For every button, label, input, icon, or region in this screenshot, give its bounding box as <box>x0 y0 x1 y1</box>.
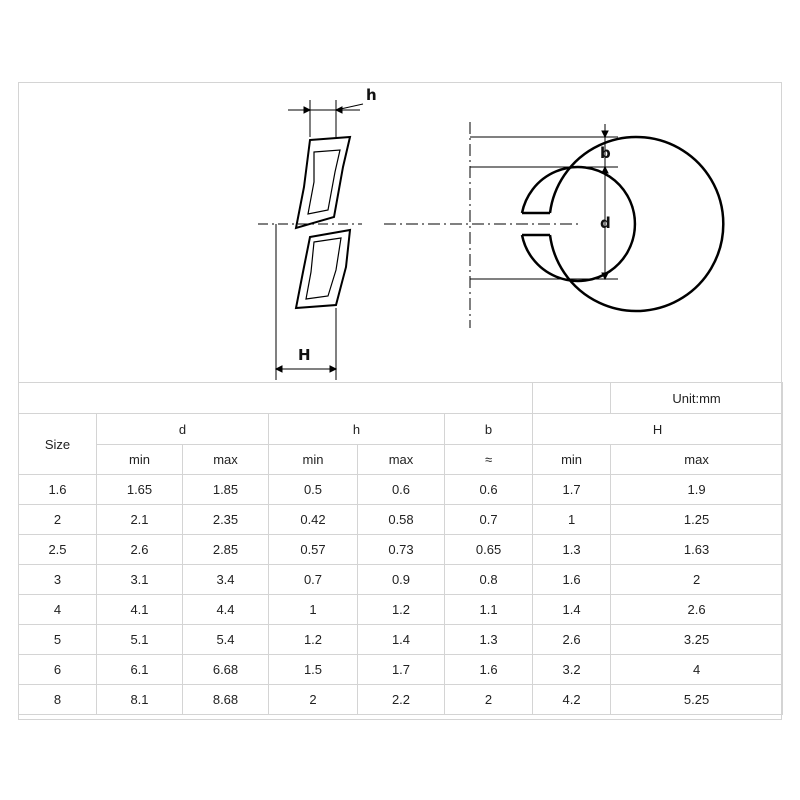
table-cell: 1.7 <box>358 655 445 685</box>
table-cell: 3 <box>19 565 97 595</box>
table-cell: 2.2 <box>358 685 445 715</box>
sub-header-d-min: min <box>97 445 183 475</box>
header-row-subs <box>19 445 783 475</box>
table-cell: 1.4 <box>358 625 445 655</box>
sub-header-b-approx: ≈ <box>445 445 533 475</box>
table-cell: 0.73 <box>358 535 445 565</box>
table-row <box>19 505 783 535</box>
sub-header-h-min: min <box>269 445 358 475</box>
table-cell: 2.5 <box>19 535 97 565</box>
table-cell: 1.3 <box>445 625 533 655</box>
table-cell: 2.85 <box>183 535 269 565</box>
table-cell: 5.25 <box>611 685 783 715</box>
table-cell: 1.1 <box>445 595 533 625</box>
table-row <box>19 475 783 505</box>
table-cell: 6 <box>19 655 97 685</box>
table-cell: 0.9 <box>358 565 445 595</box>
table-cell: 0.7 <box>445 505 533 535</box>
table-cell: 1.5 <box>269 655 358 685</box>
sub-header-H-min: min <box>533 445 611 475</box>
table-cell: 1.3 <box>533 535 611 565</box>
table-cell: 3.4 <box>183 565 269 595</box>
table-cell: 2 <box>19 505 97 535</box>
table-cell: 8.68 <box>183 685 269 715</box>
table-cell: 3.1 <box>97 565 183 595</box>
table-cell: 3.2 <box>533 655 611 685</box>
table-cell: 1 <box>533 505 611 535</box>
table-cell: 1.65 <box>97 475 183 505</box>
table-cell: 2.6 <box>533 625 611 655</box>
table-cell: 8.1 <box>97 685 183 715</box>
table-cell: 0.8 <box>445 565 533 595</box>
table-cell: 4.2 <box>533 685 611 715</box>
table-cell: 0.65 <box>445 535 533 565</box>
table-cell: 0.42 <box>269 505 358 535</box>
table-cell: 4.1 <box>97 595 183 625</box>
table-cell: 5 <box>19 625 97 655</box>
table-cell: 1.9 <box>611 475 783 505</box>
unit-row <box>19 383 783 414</box>
table-cell: 2.6 <box>611 595 783 625</box>
table-cell: 1.85 <box>183 475 269 505</box>
table-cell: 2 <box>611 565 783 595</box>
side-view-lower-inner <box>306 238 341 299</box>
group-header-d: d <box>97 414 269 445</box>
table-cell: 0.57 <box>269 535 358 565</box>
table-row <box>19 655 783 685</box>
dimension-label-H: H <box>298 346 311 364</box>
table-cell: 4.4 <box>183 595 269 625</box>
table-cell: 3.25 <box>611 625 783 655</box>
table-cell: 0.5 <box>269 475 358 505</box>
unit-row-spacer <box>19 383 533 414</box>
table-cell: 1.7 <box>533 475 611 505</box>
table-cell: 5.1 <box>97 625 183 655</box>
table-row <box>19 595 783 625</box>
table-row <box>19 685 783 715</box>
sub-header-H-max: max <box>611 445 783 475</box>
group-header-h: h <box>269 414 445 445</box>
table-cell: 6.68 <box>183 655 269 685</box>
table-cell: 2 <box>269 685 358 715</box>
dimension-label-d: d <box>600 214 611 232</box>
table-cell: 0.6 <box>445 475 533 505</box>
table-cell: 0.6 <box>358 475 445 505</box>
top-view-dimension-lines <box>384 122 618 328</box>
table-cell: 1.4 <box>533 595 611 625</box>
top-view <box>522 137 723 311</box>
table-cell: 8 <box>19 685 97 715</box>
dimension-label-h: h <box>366 86 377 104</box>
table-cell: 1.63 <box>611 535 783 565</box>
table-row <box>19 625 783 655</box>
table-row <box>19 535 783 565</box>
spec-table <box>18 382 783 715</box>
table-cell: 2.1 <box>97 505 183 535</box>
side-view <box>296 137 350 308</box>
table-cell: 1.2 <box>269 625 358 655</box>
table-cell: 2.6 <box>97 535 183 565</box>
table-cell: 6.1 <box>97 655 183 685</box>
group-header-b: b <box>445 414 533 445</box>
table-cell: 1.6 <box>533 565 611 595</box>
side-view-upper-half <box>296 137 350 228</box>
side-view-upper-inner <box>308 150 340 214</box>
table-cell: 2.35 <box>183 505 269 535</box>
table-cell: 4 <box>19 595 97 625</box>
table-cell: 0.7 <box>269 565 358 595</box>
table-cell: 0.58 <box>358 505 445 535</box>
table-row <box>19 565 783 595</box>
sub-header-d-max: max <box>183 445 269 475</box>
spring-washer-drawing <box>18 82 782 382</box>
table-cell: 1.6 <box>19 475 97 505</box>
group-header-H: H <box>533 414 783 445</box>
table-cell: 1.2 <box>358 595 445 625</box>
table-cell: 2 <box>445 685 533 715</box>
top-view-outer-ring <box>550 137 723 311</box>
unit-row-spacer-2 <box>533 383 611 414</box>
sub-header-h-max: max <box>358 445 445 475</box>
table-cell: 4 <box>611 655 783 685</box>
table-cell: 5.4 <box>183 625 269 655</box>
unit-label: Unit:mm <box>611 383 783 414</box>
table-cell: 1.6 <box>445 655 533 685</box>
size-header: Size <box>19 414 97 475</box>
header-row-groups <box>19 414 783 445</box>
table-cell: 1 <box>269 595 358 625</box>
table-cell: 1.25 <box>611 505 783 535</box>
dimension-label-b: b <box>600 144 611 162</box>
